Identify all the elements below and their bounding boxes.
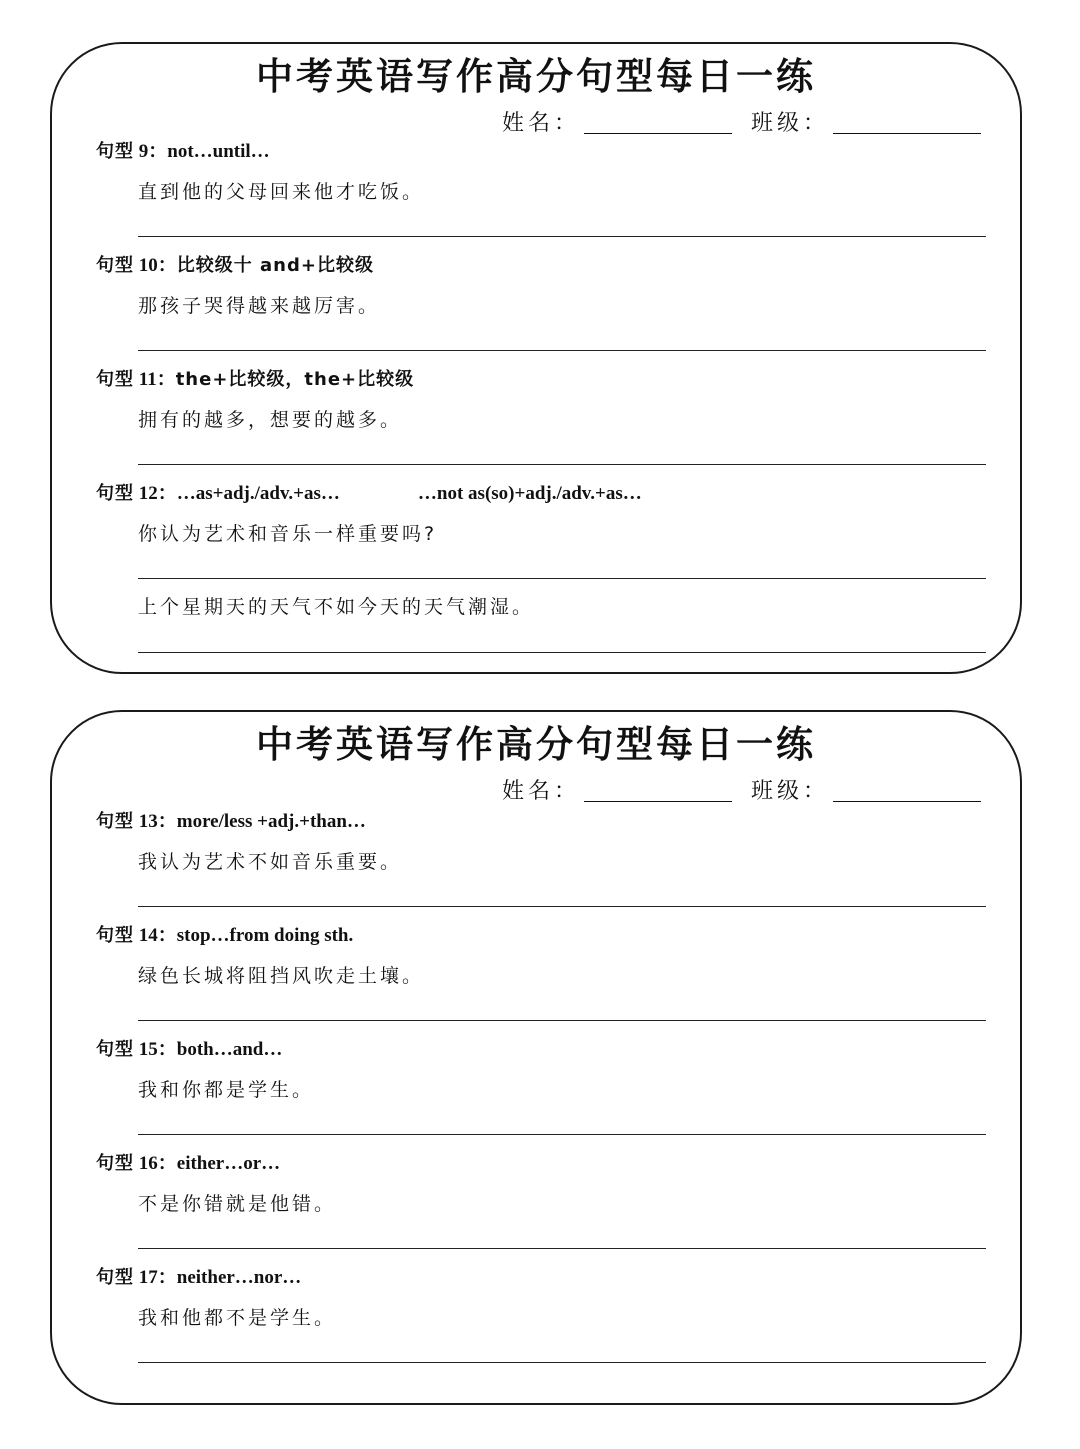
pattern-number: 9： (138, 141, 168, 162)
chinese-prompt: 我和你都是学生。 (138, 1079, 315, 1101)
answer-line[interactable] (138, 1020, 986, 1021)
pattern-label: 句型 (96, 141, 134, 162)
pattern-title (96, 136, 986, 163)
chinese-prompt: 我和他都不是学生。 (138, 1307, 337, 1329)
pattern-item-11 (96, 364, 986, 432)
chinese-prompt: 我认为艺术不如音乐重要。 (138, 851, 403, 873)
answer-line[interactable] (138, 1248, 986, 1249)
answer-line[interactable] (138, 578, 986, 579)
pattern-number: 14： (138, 925, 177, 946)
class-blank[interactable] (833, 801, 981, 802)
pattern-text: both…and… (176, 1039, 283, 1060)
pattern-text: the+比较级，the+比较级 (175, 369, 415, 390)
pattern-number: 16： (138, 1153, 177, 1174)
pattern-title (96, 806, 986, 833)
pattern-title (96, 250, 986, 277)
pattern-title (96, 1034, 986, 1061)
chinese-prompt: 拥有的越多，想要的越多。 (138, 409, 403, 431)
worksheet-title: 中考英语写作高分句型每日一练 (256, 723, 816, 766)
pattern-text-2: …not as(so)+adj./adv.+as… (417, 483, 642, 504)
pattern-text: neither…nor… (176, 1267, 302, 1288)
answer-line[interactable] (138, 1134, 986, 1135)
pattern-item-14 (96, 920, 986, 988)
name-blank[interactable] (584, 133, 732, 134)
class-blank[interactable] (833, 133, 981, 134)
pattern-text: …as+adj./adv.+as… (176, 483, 340, 504)
class-label: 班级： (751, 111, 830, 136)
answer-line[interactable] (138, 906, 986, 907)
answer-line[interactable] (138, 236, 986, 237)
pattern-number: 10： (138, 255, 177, 276)
pattern-item-17 (96, 1262, 986, 1330)
name-class-row (502, 106, 989, 137)
pattern-number: 15： (138, 1039, 177, 1060)
chinese-prompt: 绿色长城将阻挡风吹走土壤。 (138, 965, 425, 987)
pattern-label: 句型 (96, 1153, 134, 1174)
pattern-item-12 (96, 478, 986, 618)
name-label: 姓名： (502, 111, 581, 136)
answer-line[interactable] (138, 350, 986, 351)
answer-line[interactable] (138, 464, 986, 465)
pattern-text: 比较级十 and+比较级 (176, 255, 374, 276)
worksheet-title: 中考英语写作高分句型每日一练 (256, 55, 816, 98)
pattern-text: stop…from doing sth. (176, 925, 354, 946)
pattern-label: 句型 (96, 925, 134, 946)
worksheet-card-1 (50, 42, 1022, 674)
chinese-prompt: 不是你错就是他错。 (138, 1193, 337, 1215)
pattern-label: 句型 (96, 483, 134, 504)
pattern-text: not…until… (167, 141, 270, 162)
pattern-label: 句型 (96, 1039, 134, 1060)
pattern-item-13 (96, 806, 986, 874)
pattern-item-15 (96, 1034, 986, 1102)
chinese-prompt: 你认为艺术和音乐一样重要吗? (138, 523, 438, 545)
pattern-item-16 (96, 1148, 986, 1216)
pattern-label: 句型 (96, 369, 134, 390)
pattern-number: 12： (138, 483, 177, 504)
pattern-title (96, 478, 986, 505)
pattern-number: 11： (138, 369, 176, 390)
pattern-label: 句型 (96, 255, 134, 276)
worksheet-card-2 (50, 710, 1022, 1405)
pattern-text: either…or… (176, 1153, 281, 1174)
answer-line[interactable] (138, 1362, 986, 1363)
pattern-number: 13： (138, 811, 177, 832)
pattern-label: 句型 (96, 811, 134, 832)
pattern-title (96, 1148, 986, 1175)
chinese-prompt: 那孩子哭得越来越厉害。 (138, 295, 381, 317)
pattern-title (96, 1262, 986, 1289)
pattern-text: more/less +adj.+than… (176, 811, 366, 832)
name-class-row (502, 774, 989, 805)
pattern-item-9 (96, 136, 986, 204)
name-blank[interactable] (584, 801, 732, 802)
pattern-title (96, 364, 986, 391)
pattern-number: 17： (138, 1267, 177, 1288)
pattern-label: 句型 (96, 1267, 134, 1288)
chinese-prompt-2: 上个星期天的天气不如今天的天气潮湿。 (138, 596, 535, 618)
chinese-prompt: 直到他的父母回来他才吃饭。 (138, 181, 425, 203)
name-label: 姓名： (502, 779, 581, 804)
pattern-item-10 (96, 250, 986, 318)
class-label: 班级： (751, 779, 830, 804)
answer-line[interactable] (138, 652, 986, 653)
pattern-title (96, 920, 986, 947)
